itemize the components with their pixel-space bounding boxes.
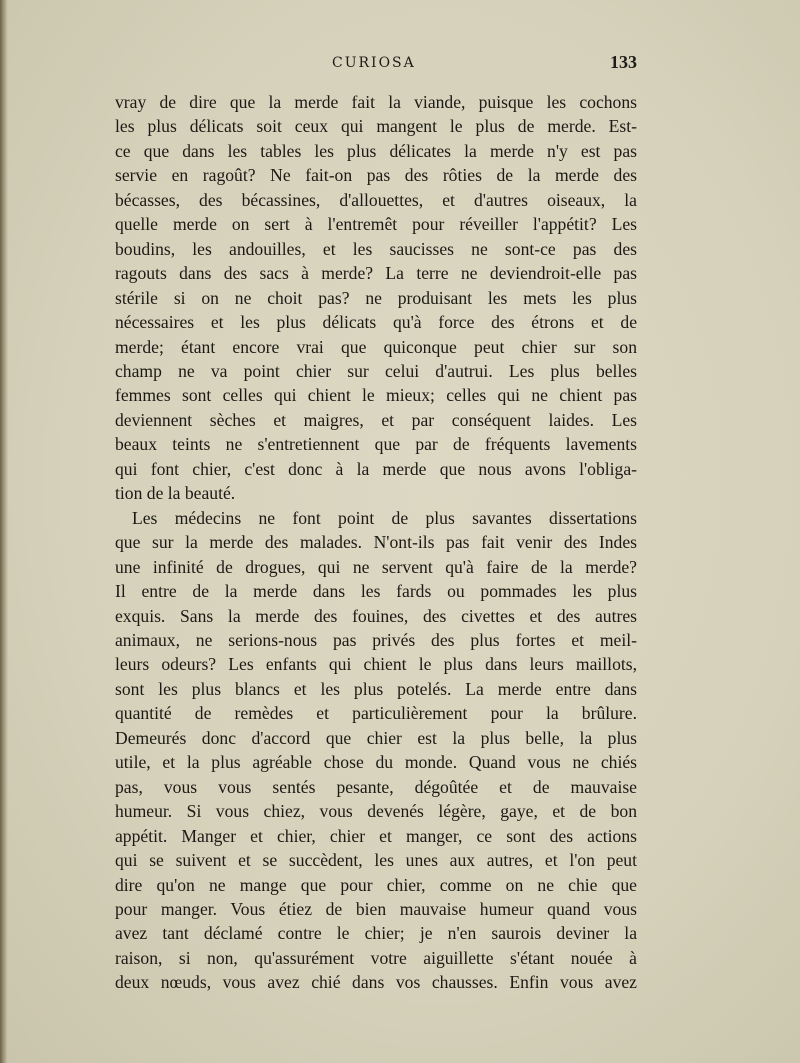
text-line: leurs odeurs? Les enfants qui chient le plus dans leurs maillots, bbox=[115, 654, 637, 675]
text-line: Demeurés donc d'accord que chier est la plus belle, la plus bbox=[115, 727, 637, 748]
text-line: utile, et la plus agréable chose du monde. Quand vous ne chiés bbox=[115, 752, 637, 773]
text-line: raison, si non, qu'assurément votre aiguillette s'étant nouée à bbox=[115, 947, 637, 968]
page-number: 133 bbox=[610, 52, 637, 72]
text-line: femmes sont celles qui chient le mieux; celles qui ne chient pas bbox=[115, 385, 637, 406]
text-line: Les médecins ne font point de plus savantes dissertations bbox=[132, 507, 637, 528]
text-line: pas, vous vous sentés pesante, dégoûtée et de mauvaise bbox=[115, 776, 637, 797]
running-head: CURIOSA bbox=[332, 55, 416, 71]
text-line: vray de dire que la merde fait la viande, puisque les cochons bbox=[115, 92, 637, 112]
text-line: deviennent sèches et maigres, et par conséquent laides. Les bbox=[115, 409, 637, 430]
binding-edge bbox=[0, 0, 8, 1063]
text-line: bécasses, des bécassines, d'allouettes, et d'autres oiseaux, la bbox=[115, 189, 637, 210]
page-header bbox=[115, 50, 637, 78]
text-line: ce que dans les tables les plus délicates la merde n'y est pas bbox=[115, 140, 637, 161]
text-line: Il entre de la merde dans les fards ou pommades les plus bbox=[115, 581, 637, 602]
text-line: ragouts dans des sacs à merde? La terre ne deviendroit-elle pas bbox=[115, 263, 637, 284]
text-line: merde; étant encore vrai que quiconque peut chier sur son bbox=[115, 336, 637, 357]
text-line: une infinité de drogues, qui ne servent qu'à faire de la merde? bbox=[115, 556, 637, 577]
text-line: animaux, ne serions-nous pas privés des plus fortes et meil- bbox=[115, 629, 637, 650]
text-line: stérile si on ne choit pas? ne produisant les mets les plus bbox=[115, 287, 637, 308]
text-line: avez tant déclamé contre le chier; je n'en saurois deviner la bbox=[115, 923, 637, 944]
text-line: beaux teints ne s'entretiennent que par de fréquents lavements bbox=[115, 434, 637, 455]
paragraph-1 bbox=[115, 90, 637, 506]
text-line: nécessaires et les plus délicats qu'à force des étrons et de bbox=[115, 312, 637, 333]
text-line: tion de la beauté. bbox=[115, 483, 236, 504]
text-line: que sur la merde des malades. N'ont-ils pas fait venir des Indes bbox=[115, 532, 637, 553]
text-line: quantité de remèdes et particulièrement pour la brûlure. bbox=[115, 703, 637, 724]
text-line: appétit. Manger et chier, chier et manger, ce sont des actions bbox=[115, 825, 637, 846]
text-line: boudins, les andouilles, et les saucisses ne sont-ce pas des bbox=[115, 238, 637, 259]
text-line: qui se suivent et se succèdent, les unes aux autres, et l'on peut bbox=[115, 850, 637, 871]
text-line: qui font chier, c'est donc à la merde que nous avons l'obliga- bbox=[115, 458, 637, 479]
text-line: humeur. Si vous chiez, vous devenés légère, gaye, et de bon bbox=[115, 801, 637, 822]
text-line: les plus délicats soit ceux qui mangent le plus de merde. Est- bbox=[115, 116, 637, 137]
text-line: exquis. Sans la merde des fouines, des civettes et des autres bbox=[115, 605, 637, 626]
paragraph-2 bbox=[115, 506, 637, 995]
text-line: deux nœuds, vous avez chié dans vos chausses. Enfin vous avez bbox=[115, 972, 637, 993]
body-text bbox=[115, 90, 637, 995]
text-line: dire qu'on ne mange que pour chier, comme on ne chie que bbox=[115, 874, 637, 895]
text-line: quelle merde on sert à l'entremêt pour réveiller l'appétit? Les bbox=[115, 214, 637, 235]
text-line: champ ne va point chier sur celui d'autrui. Les plus belles bbox=[115, 360, 637, 381]
text-line: pour manger. Vous étiez de bien mauvaise humeur quand vous bbox=[115, 898, 637, 919]
text-line: servie en ragoût? Ne fait-on pas des rôties de la merde des bbox=[115, 165, 637, 186]
text-line: sont les plus blancs et les plus potelés. La merde entre dans bbox=[115, 678, 637, 699]
